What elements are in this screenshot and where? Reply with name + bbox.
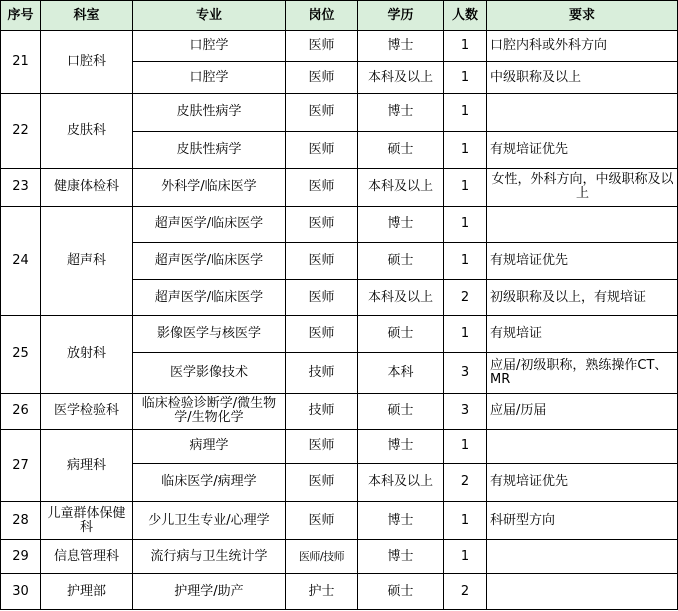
count-cell: 3 <box>444 393 487 430</box>
count-cell: 1 <box>444 502 487 540</box>
row-number: 25 <box>1 316 41 393</box>
count-cell: 2 <box>444 574 487 610</box>
post-cell: 医师 <box>286 169 358 207</box>
major-cell: 病理学 <box>133 430 286 464</box>
major-cell: 超声医学/临床医学 <box>133 243 286 280</box>
department-cell: 超声科 <box>41 206 133 316</box>
education-cell: 博士 <box>358 430 444 464</box>
column-header-department: 科室 <box>41 1 133 31</box>
department-cell: 信息管理科 <box>41 539 133 574</box>
table-row <box>1 31 678 62</box>
education-cell: 硕士 <box>358 574 444 610</box>
department-cell: 医学检验科 <box>41 393 133 430</box>
requirement-cell <box>487 430 678 464</box>
major-cell: 影像医学与核医学 <box>133 316 286 353</box>
education-cell: 硕士 <box>358 393 444 430</box>
count-cell: 1 <box>444 31 487 62</box>
table-row <box>1 539 678 574</box>
post-cell: 医师 <box>286 502 358 540</box>
requirement-cell: 科研型方向 <box>487 502 678 540</box>
major-cell: 超声医学/临床医学 <box>133 206 286 243</box>
major-cell: 流行病与卫生统计学 <box>133 539 286 574</box>
post-cell: 医师 <box>286 131 358 169</box>
post-cell: 医师 <box>286 31 358 62</box>
post-cell: 医师/技师 <box>286 539 358 574</box>
requirement-cell: 应届/初级职称，熟练操作CT、MR <box>487 352 678 393</box>
column-header-number: 序号 <box>1 1 41 31</box>
post-cell: 医师 <box>286 206 358 243</box>
requirement-cell <box>487 206 678 243</box>
education-cell: 博士 <box>358 539 444 574</box>
post-cell: 医师 <box>286 93 358 131</box>
education-cell: 硕士 <box>358 131 444 169</box>
header-row <box>1 1 678 31</box>
major-cell: 皮肤性病学 <box>133 131 286 169</box>
education-cell: 本科及以上 <box>358 279 444 316</box>
department-cell: 儿童群体保健科 <box>41 502 133 540</box>
major-cell: 护理学/助产 <box>133 574 286 610</box>
table-row <box>1 206 678 243</box>
department-cell: 放射科 <box>41 316 133 393</box>
requirement-cell: 应届/历届 <box>487 393 678 430</box>
requirement-cell: 有规培证优先 <box>487 131 678 169</box>
row-number: 26 <box>1 393 41 430</box>
post-cell: 医师 <box>286 316 358 353</box>
count-cell: 1 <box>444 62 487 93</box>
row-number: 28 <box>1 502 41 540</box>
education-cell: 本科及以上 <box>358 463 444 502</box>
count-cell: 1 <box>444 206 487 243</box>
table-row <box>1 169 678 207</box>
department-cell: 护理部 <box>41 574 133 610</box>
requirement-cell: 口腔内科或外科方向 <box>487 31 678 62</box>
count-cell: 1 <box>444 243 487 280</box>
count-cell: 1 <box>444 93 487 131</box>
education-cell: 本科及以上 <box>358 169 444 207</box>
count-cell: 2 <box>444 279 487 316</box>
department-cell: 病理科 <box>41 430 133 502</box>
table-row <box>1 316 678 353</box>
education-cell: 本科及以上 <box>358 62 444 93</box>
education-cell: 硕士 <box>358 243 444 280</box>
row-number: 30 <box>1 574 41 610</box>
major-cell: 口腔学 <box>133 31 286 62</box>
requirement-cell <box>487 539 678 574</box>
major-cell: 外科学/临床医学 <box>133 169 286 207</box>
requirement-cell <box>487 574 678 610</box>
education-cell: 博士 <box>358 502 444 540</box>
education-cell: 博士 <box>358 93 444 131</box>
major-cell: 口腔学 <box>133 62 286 93</box>
table-row <box>1 93 678 131</box>
count-cell: 1 <box>444 430 487 464</box>
count-cell: 1 <box>444 169 487 207</box>
post-cell: 医师 <box>286 463 358 502</box>
post-cell: 医师 <box>286 62 358 93</box>
row-number: 23 <box>1 169 41 207</box>
department-cell: 健康体检科 <box>41 169 133 207</box>
column-header-education: 学历 <box>358 1 444 31</box>
major-cell: 医学影像技术 <box>133 352 286 393</box>
requirement-cell: 有规培证优先 <box>487 243 678 280</box>
row-number: 21 <box>1 31 41 94</box>
count-cell: 2 <box>444 463 487 502</box>
requirement-cell: 有规培证 <box>487 316 678 353</box>
major-cell: 临床医学/病理学 <box>133 463 286 502</box>
education-cell: 博士 <box>358 206 444 243</box>
post-cell: 护士 <box>286 574 358 610</box>
row-number: 29 <box>1 539 41 574</box>
department-cell: 口腔科 <box>41 31 133 94</box>
major-cell: 临床检验诊断学/微生物学/生物化学 <box>133 393 286 430</box>
column-header-requirement: 要求 <box>487 1 678 31</box>
row-number: 24 <box>1 206 41 316</box>
table-row <box>1 502 678 540</box>
department-cell: 皮肤科 <box>41 93 133 168</box>
table-row <box>1 393 678 430</box>
column-header-post: 岗位 <box>286 1 358 31</box>
post-cell: 技师 <box>286 352 358 393</box>
requirement-cell: 有规培证优先 <box>487 463 678 502</box>
column-header-major: 专业 <box>133 1 286 31</box>
requirement-cell: 女性，外科方向，中级职称及以上 <box>487 169 678 207</box>
row-number: 22 <box>1 93 41 168</box>
education-cell: 本科 <box>358 352 444 393</box>
education-cell: 博士 <box>358 31 444 62</box>
post-cell: 医师 <box>286 430 358 464</box>
major-cell: 少儿卫生专业/心理学 <box>133 502 286 540</box>
post-cell: 医师 <box>286 279 358 316</box>
requirement-cell: 初级职称及以上，有规培证 <box>487 279 678 316</box>
count-cell: 1 <box>444 316 487 353</box>
requirement-cell <box>487 93 678 131</box>
column-header-count: 人数 <box>444 1 487 31</box>
row-number: 27 <box>1 430 41 502</box>
major-cell: 超声医学/临床医学 <box>133 279 286 316</box>
table-row <box>1 430 678 464</box>
education-cell: 硕士 <box>358 316 444 353</box>
major-cell: 皮肤性病学 <box>133 93 286 131</box>
table-row <box>1 574 678 610</box>
count-cell: 3 <box>444 352 487 393</box>
post-cell: 医师 <box>286 243 358 280</box>
count-cell: 1 <box>444 131 487 169</box>
count-cell: 1 <box>444 539 487 574</box>
requirement-cell: 中级职称及以上 <box>487 62 678 93</box>
post-cell: 技师 <box>286 393 358 430</box>
